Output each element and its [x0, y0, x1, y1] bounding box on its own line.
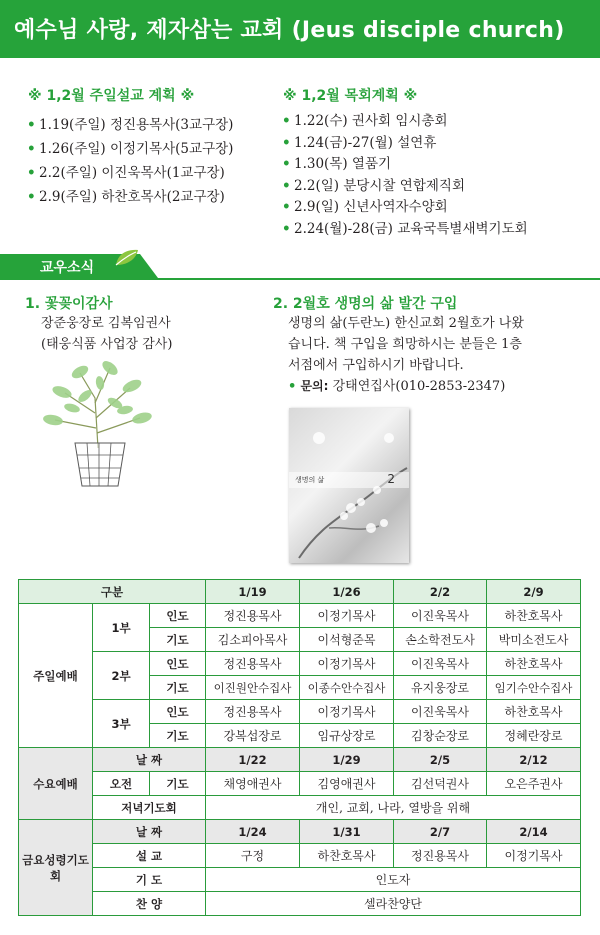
table-cell: 김선덕권사: [394, 772, 487, 796]
list-item: • 1.26(주일) 이정기목사(5교구장): [27, 137, 233, 161]
wed-date: 1/22: [206, 748, 300, 772]
table-cell: 하찬호목사: [487, 700, 581, 724]
service-name: 2부: [93, 652, 150, 700]
ministry-plan-title: ※ 1,2월 목회계획 ※: [283, 88, 418, 104]
table-row: [19, 652, 581, 676]
role-label: 인도: [150, 652, 206, 676]
header-date: 1/26: [300, 580, 394, 604]
header-date: 1/19: [206, 580, 300, 604]
table-row: [19, 604, 581, 628]
news-divider: [0, 278, 600, 280]
table-cell: 이종수안수집사: [300, 676, 394, 700]
list-item: • 1.30(목) 열품기: [282, 154, 528, 176]
table-row: [19, 748, 581, 772]
role-label: 기도: [150, 772, 206, 796]
evening-label: 저녁기도회: [93, 796, 206, 820]
table-cell: 정진용목사: [206, 604, 300, 628]
service-name: 3부: [93, 700, 150, 748]
leaf-icon: [114, 247, 140, 267]
role-label: 인도: [150, 700, 206, 724]
header-label: 구분: [19, 580, 206, 604]
magazine-cover: [289, 408, 409, 563]
table-cell: 오은주권사: [487, 772, 581, 796]
top-banner: [0, 0, 600, 58]
header-date: 2/2: [394, 580, 487, 604]
table-cell: 정진용목사: [206, 652, 300, 676]
sermon-plan-list: [27, 113, 233, 209]
table-cell: 이진욱목사: [394, 604, 487, 628]
role-label: 기도: [150, 628, 206, 652]
fri-date: 1/31: [300, 820, 394, 844]
sermon-label: 설 교: [93, 844, 206, 868]
table-cell: 김영애권사: [300, 772, 394, 796]
table-cell: 이정기목사: [300, 700, 394, 724]
wed-date: 2/12: [487, 748, 581, 772]
table-cell: 하찬호목사: [487, 652, 581, 676]
table-cell: 정진용목사: [394, 844, 487, 868]
table-cell: 하찬호목사: [487, 604, 581, 628]
date-label: 날 짜: [93, 820, 206, 844]
prayer-label: 기 도: [93, 868, 206, 892]
list-item: • 2.2(일) 분당시찰 연합제직회: [282, 176, 528, 198]
table-cell: 김소피아목사: [206, 628, 300, 652]
flower-basket-illustration: [40, 358, 155, 493]
news-item2-line2: 습니다. 책 구입을 희망하시는 분들은 1층: [288, 337, 522, 352]
evening-value: 개인, 교회, 나라, 열방을 위해: [206, 796, 581, 820]
fri-date: 1/24: [206, 820, 300, 844]
role-label: 인도: [150, 604, 206, 628]
news-item1-line2: (태웅식품 사업장 감사): [41, 337, 173, 352]
table-cell: 채영애권사: [206, 772, 300, 796]
wed-date: 2/5: [394, 748, 487, 772]
news-item2-line3: 서점에서 구입하시기 바랍니다.: [288, 358, 464, 373]
list-item: • 2.2(주일) 이진욱목사(1교구장): [27, 161, 233, 185]
wed-date: 1/29: [300, 748, 394, 772]
table-cell: 이진욱목사: [394, 700, 487, 724]
service-name: 1부: [93, 604, 150, 652]
table-cell: 하찬호목사: [300, 844, 394, 868]
table-cell: 임기수안수집사: [487, 676, 581, 700]
news-item1-title: 1. 꽃꽂이감사: [25, 296, 113, 312]
table-cell: 이석형준목: [300, 628, 394, 652]
contact-label: 문의:: [300, 379, 329, 393]
contact-value: 강태연집사(010-2853-2347): [332, 379, 506, 394]
news-item2-contact: • 문의: 강태연집사(010-2853-2347): [288, 379, 506, 394]
fri-date: 2/14: [487, 820, 581, 844]
list-item: • 2.9(일) 신년사역자수양회: [282, 197, 528, 219]
prayer-value: 인도자: [206, 868, 581, 892]
sermon-plan-title: ※ 1,2월 주일설교 계획 ※: [28, 88, 195, 104]
list-item: • 1.19(주일) 정진용목사(3교구장): [27, 113, 233, 137]
list-item: • 2.9(주일) 하찬호목사(2교구장): [27, 185, 233, 209]
sunday-label: 주일예배: [19, 604, 93, 748]
wednesday-label: 수요예배: [19, 748, 93, 820]
list-item: • 2.24(월)-28(금) 교육국특별새벽기도회: [282, 219, 528, 241]
table-cell: 손소학전도사: [394, 628, 487, 652]
table-row: [19, 892, 581, 916]
table-cell: 김창순장로: [394, 724, 487, 748]
banner-title: 예수님 사랑, 제자삼는 교회 (Jeus disciple church): [14, 18, 565, 43]
table-cell: 정진용목사: [206, 700, 300, 724]
table-cell: 이정기목사: [300, 652, 394, 676]
table-row: [19, 820, 581, 844]
table-cell: 이진욱목사: [394, 652, 487, 676]
table-row: [19, 700, 581, 724]
news-item1-line1: 장준웅장로 김복임권사: [41, 316, 171, 331]
table-row: [19, 844, 581, 868]
praise-label: 찬 양: [93, 892, 206, 916]
table-cell: 이진원안수집사: [206, 676, 300, 700]
news-item2-title: 2. 2월호 생명의 삶 발간 구입: [273, 296, 458, 312]
news-tab-label: 교우소식: [40, 260, 95, 276]
table-cell: 이정기목사: [487, 844, 581, 868]
table-row: [19, 868, 581, 892]
table-cell: 박미소전도사: [487, 628, 581, 652]
magazine-month: 2: [387, 472, 395, 486]
news-item2-line1: 생명의 삶(두란노) 한신교회 2월호가 나왔: [288, 316, 524, 331]
table-cell: 유지웅장로: [394, 676, 487, 700]
list-item: • 1.22(수) 권사회 임시총회: [282, 111, 528, 133]
worship-schedule-table: [18, 579, 581, 916]
friday-label: 금요성령기도회: [19, 820, 93, 916]
praise-value: 셀라찬양단: [206, 892, 581, 916]
table-row: [19, 796, 581, 820]
morning-label: 오전: [93, 772, 150, 796]
role-label: 기도: [150, 724, 206, 748]
role-label: 기도: [150, 676, 206, 700]
table-cell: 이정기목사: [300, 604, 394, 628]
table-cell: 임규상장로: [300, 724, 394, 748]
table-cell: 강복섭장로: [206, 724, 300, 748]
date-label: 날 짜: [93, 748, 206, 772]
table-row: [19, 580, 581, 604]
header-date: 2/9: [487, 580, 581, 604]
fri-date: 2/7: [394, 820, 487, 844]
table-row: [19, 772, 581, 796]
table-cell: 정혜란장로: [487, 724, 581, 748]
magazine-title: 생명의 삶: [295, 476, 325, 484]
list-item: • 1.24(금)-27(월) 설연휴: [282, 133, 528, 155]
ministry-plan-list: [282, 111, 528, 240]
table-cell: 구정: [206, 844, 300, 868]
